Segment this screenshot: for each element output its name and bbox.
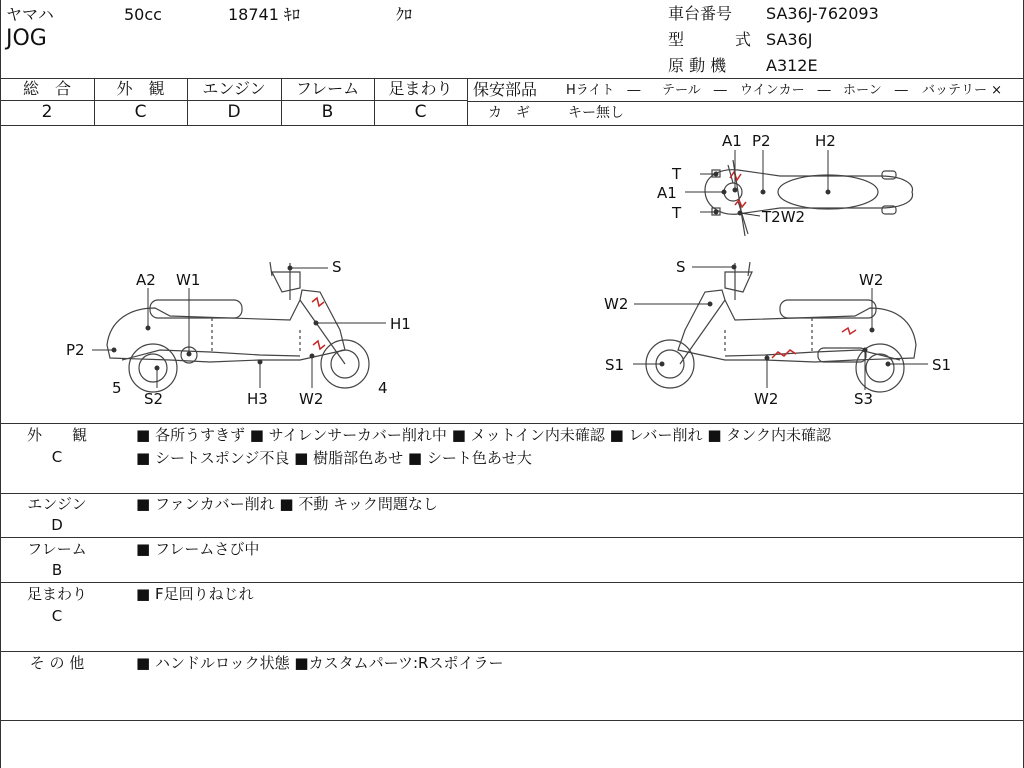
engine-value: A312E bbox=[766, 56, 818, 75]
label-top-t2: T bbox=[672, 204, 682, 222]
label-right-s1-left: S1 bbox=[605, 356, 625, 374]
divider bbox=[467, 78, 468, 125]
label-top-a1: A1 bbox=[722, 132, 742, 150]
label-right-s3: S3 bbox=[854, 390, 874, 408]
label-left-s2: S2 bbox=[144, 390, 164, 408]
displacement: 50cc bbox=[124, 5, 162, 24]
label-right-s: S bbox=[676, 258, 686, 276]
remark-line: ■ ファンカバー削れ ■ 不動 キック問題なし bbox=[136, 495, 438, 513]
remark-grade: B bbox=[51, 561, 63, 579]
label-left-s: S bbox=[332, 258, 342, 276]
score-header-suspension: 足まわり bbox=[388, 79, 453, 98]
label-right-w2: W2 bbox=[604, 295, 629, 313]
label-left-p2: P2 bbox=[66, 341, 85, 359]
remark-label: エンジン bbox=[27, 495, 87, 513]
score-exterior: C bbox=[134, 102, 147, 122]
safety-item-horn: ホーン ― bbox=[843, 83, 908, 98]
label-top-t2w2: T2W2 bbox=[762, 208, 806, 226]
safety-label: 保安部品 bbox=[473, 80, 538, 99]
leader-lines bbox=[92, 150, 928, 390]
label-left-w1: W1 bbox=[176, 271, 201, 289]
label-top-a1b: A1 bbox=[657, 184, 677, 202]
label-right-s1-right: S1 bbox=[932, 356, 952, 374]
frame-no-label: 車台番号 bbox=[668, 4, 733, 23]
frame-no: SA36J-762093 bbox=[766, 4, 879, 23]
label-top-p2: P2 bbox=[752, 132, 771, 150]
type-value: SA36J bbox=[766, 30, 813, 49]
label-right-w2-top: W2 bbox=[859, 271, 884, 289]
divider bbox=[468, 101, 1024, 102]
score-engine: D bbox=[227, 102, 241, 122]
safety-item-battery: バッテリー × bbox=[922, 83, 1003, 98]
remark-label: 外 観 bbox=[26, 426, 87, 444]
label-left-h3: H3 bbox=[247, 390, 268, 408]
label-left-w2: W2 bbox=[299, 390, 324, 408]
label-right-w2-bottom: W2 bbox=[754, 390, 779, 408]
mileage: 18741 ｷﾛ bbox=[228, 5, 300, 24]
top-view-scooter bbox=[705, 160, 913, 236]
divider bbox=[0, 423, 1024, 424]
type-label-1: 型 bbox=[668, 30, 685, 49]
remark-line: ■ ハンドルロック状態 ■カスタムパーツ:Rスポイラー bbox=[136, 654, 504, 672]
remark-label: フレーム bbox=[27, 540, 87, 558]
divider bbox=[0, 582, 1024, 583]
key-value: キー無し bbox=[568, 105, 624, 121]
diagram-labels bbox=[66, 132, 951, 408]
score-header-engine: エンジン bbox=[202, 79, 266, 98]
key-label: カ ギ bbox=[488, 105, 530, 121]
remark-label: 足まわり bbox=[26, 585, 87, 603]
remark-line: ■ F足回りねじれ bbox=[136, 585, 254, 603]
safety-item-headlight: Hライト ― bbox=[566, 83, 641, 98]
remark-grade: C bbox=[51, 607, 63, 625]
maker: ヤマハ bbox=[6, 5, 54, 24]
engine-label: 原 動 機 bbox=[668, 56, 727, 75]
remark-grade: C bbox=[51, 448, 63, 466]
label-left-4: 4 bbox=[378, 379, 388, 397]
divider bbox=[0, 493, 1024, 494]
damage-diagram bbox=[0, 126, 1024, 423]
remark-line: ■ フレームさび中 bbox=[136, 540, 260, 558]
remark-label: そ の 他 bbox=[29, 654, 85, 672]
remark-grade: D bbox=[51, 516, 63, 534]
score-suspension: C bbox=[414, 102, 427, 122]
type-label-2: 式 bbox=[735, 30, 752, 49]
remark-line: ■ 各所うすきず ■ サイレンサーカバー削れ中 ■ メットイン内未確認 ■ レバー削れ ■ タンク内未確認 bbox=[136, 426, 831, 444]
score-header-overall: 総 合 bbox=[22, 79, 71, 98]
divider bbox=[0, 720, 1024, 721]
safety-item-tail: テール ― bbox=[662, 83, 727, 98]
label-left-a2: A2 bbox=[136, 271, 156, 289]
score-header-exterior: 外 観 bbox=[116, 79, 165, 98]
divider bbox=[0, 100, 468, 101]
score-header-frame: フレーム bbox=[295, 79, 360, 98]
label-top-h2: H2 bbox=[815, 132, 836, 150]
color: ｸﾛ bbox=[396, 5, 413, 24]
model-name: JOG bbox=[6, 26, 47, 51]
remark-line: ■ シートスポンジ不良 ■ 樹脂部色あせ ■ シート色あせ大 bbox=[136, 449, 532, 467]
label-left-5: 5 bbox=[112, 379, 122, 397]
score-overall: 2 bbox=[41, 102, 53, 122]
label-left-h1: H1 bbox=[390, 315, 411, 333]
score-frame: B bbox=[321, 102, 334, 122]
divider bbox=[0, 537, 1024, 538]
label-top-t: T bbox=[672, 165, 682, 183]
safety-item-winker: ウインカー ― bbox=[740, 83, 831, 98]
divider bbox=[0, 651, 1024, 652]
